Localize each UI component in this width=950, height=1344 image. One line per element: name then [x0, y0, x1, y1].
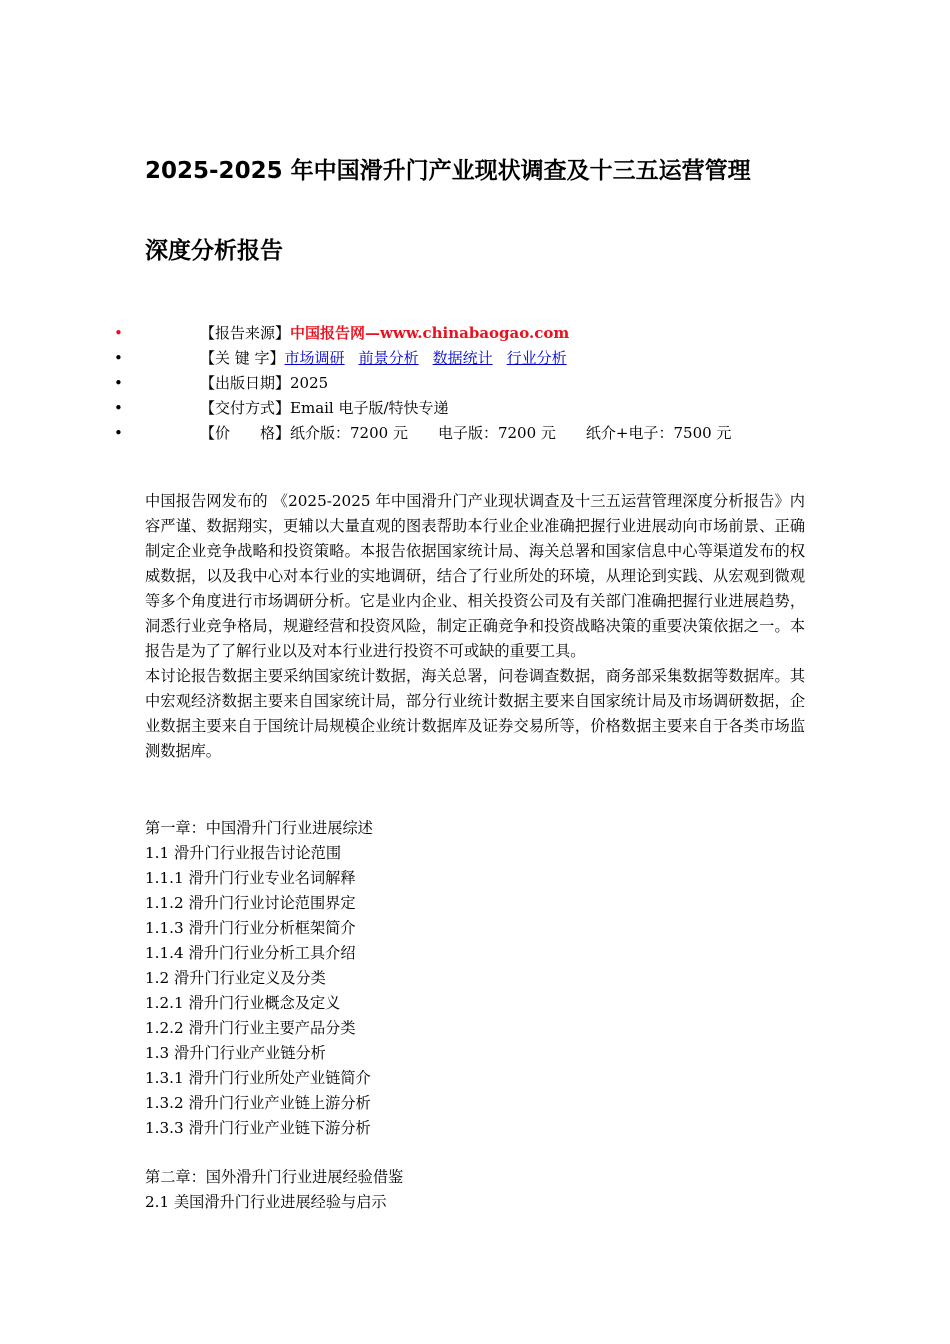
price-combo: 纸介+电子：7500 元: [585, 424, 732, 442]
toc-item: 1.2.1 滑升门行业概念及定义: [145, 994, 341, 1012]
price-label: 【价 格】: [200, 424, 291, 442]
toc-item: 1.2.2 滑升门行业主要产品分类: [145, 1019, 356, 1037]
keyword-link-market-research[interactable]: 市场调研: [284, 349, 345, 367]
meta-source: [0, 321, 950, 346]
bullet-icon: •: [114, 349, 123, 367]
description-paragraph-1: 中国报告网发布的 《2025-2025 年中国滑升门产业现状调查及十三五运营管理深度分析报告》内容严谨、数据翔实，更辅以大量直观的图表帮助本行业企业准确把握行业进展动向市场前景、正确制定企业竞争战略和投资策略。本报告依据国家统计局、海关总署和国家信息中心等渠道发布的权威数据，以及我中心对本行业的实地调研，结合了行业所处的环境，从理论到实践、从宏观到微观等多个角度进行市场调研分析。它是业内企业、相关投资公司及有关部门准确把握行业进展趋势，洞悉行业竞争格局，规避经营和投资风险，制定正确竞争和投资战略决策的重要决策依据之一。本报告是为了了解行业以及对本行业进行投资不可或缺的重要工具。: [145, 492, 805, 660]
bullet-icon: •: [114, 424, 123, 442]
price-paper: 纸介版：7200 元: [290, 424, 408, 442]
source-label: 【报告来源】: [200, 324, 291, 342]
meta-keywords: [0, 346, 950, 371]
toc-chapter-2: [145, 1165, 805, 1215]
toc-item: 1.3 滑升门行业产业链分析: [145, 1044, 326, 1062]
toc-item: 1.3.3 滑升门行业产业链下游分析: [145, 1119, 371, 1137]
bullet-icon: •: [114, 324, 123, 342]
delivery-label: 【交付方式】: [200, 399, 291, 417]
keyword-link-outlook[interactable]: 前景分析: [358, 349, 419, 367]
toc-item: 1.2 滑升门行业定义及分类: [145, 969, 326, 987]
keywords-label: 【关 键 字】: [200, 349, 285, 367]
keyword-link-statistics[interactable]: 数据统计: [432, 349, 493, 367]
bullet-icon: •: [114, 374, 123, 392]
report-title-line1: 2025-2025 年中国滑升门产业现状调查及十三五运营管理: [145, 158, 751, 184]
toc-item: 1.1.2 滑升门行业讨论范围界定: [145, 894, 356, 912]
toc-item: 1.3.2 滑升门行业产业链上游分析: [145, 1094, 371, 1112]
toc-item: 1.3.1 滑升门行业所处产业链简介: [145, 1069, 371, 1087]
toc-item: 第一章：中国滑升门行业进展综述: [145, 819, 373, 837]
report-description: [145, 489, 805, 764]
description-paragraph-2: 本讨论报告数据主要采纳国家统计数据，海关总署，问卷调查数据，商务部采集数据等数据库。其中宏观经济数据主要来自国家统计局，部分行业统计数据主要来自国家统计局及市场调研数据，企业数据主要来自于国统计局规模企业统计数据库及证券交易所等，价格数据主要来自于各类市场监测数据库。: [145, 667, 805, 760]
date-value: 2025: [290, 374, 329, 392]
toc-item: 2.1 美国滑升门行业进展经验与启示: [145, 1193, 387, 1211]
toc-chapter-1: [145, 816, 805, 1141]
report-meta-list: [0, 321, 950, 446]
delivery-value: Email 电子版/特快专递: [290, 399, 449, 417]
report-title: [145, 150, 835, 272]
source-value: 中国报告网—www.chinabaogao.com: [290, 324, 570, 342]
price-electronic: 电子版：7200 元: [437, 424, 556, 442]
keyword-link-industry-analysis[interactable]: 行业分析: [506, 349, 567, 367]
toc-item: 1.1.4 滑升门行业分析工具介绍: [145, 944, 356, 962]
toc-item: 1.1 滑升门行业报告讨论范围: [145, 844, 342, 862]
meta-date: [0, 371, 950, 396]
date-label: 【出版日期】: [200, 374, 291, 392]
toc-item: 1.1.3 滑升门行业分析框架简介: [145, 919, 356, 937]
report-title-line2: 深度分析报告: [145, 238, 283, 264]
meta-delivery: [0, 396, 950, 421]
meta-price: [0, 421, 950, 446]
toc-item: 1.1.1 滑升门行业专业名词解释: [145, 869, 356, 887]
bullet-icon: •: [114, 399, 123, 417]
toc-item: 第二章：国外滑升门行业进展经验借鉴: [145, 1168, 404, 1186]
